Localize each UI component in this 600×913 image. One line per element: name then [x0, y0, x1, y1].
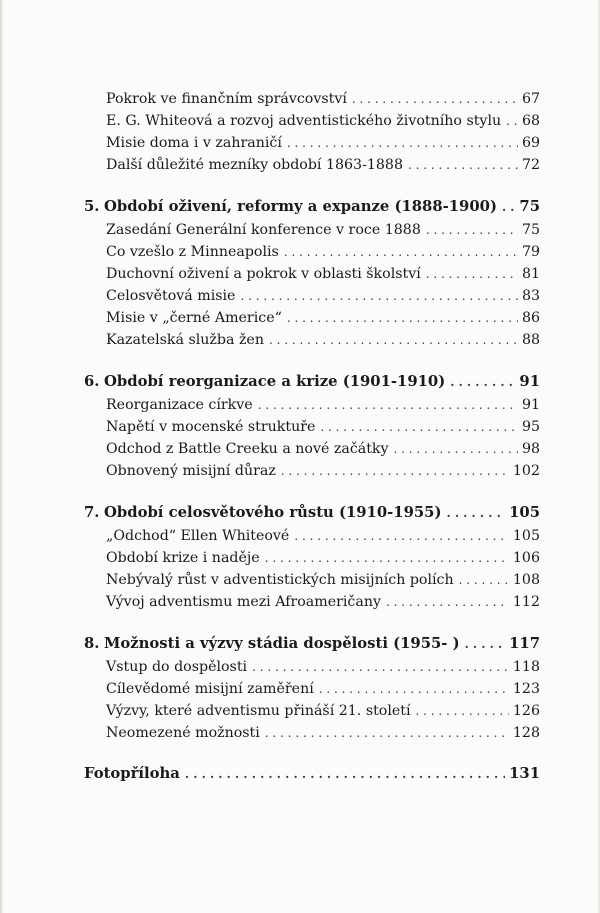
dot-leader: [294, 525, 509, 547]
toc-entry-title: Vývoj adventismu mezi Afroameričany: [106, 594, 381, 610]
toc-entry-page: 105: [512, 528, 540, 544]
chapter-page: 75: [519, 198, 540, 215]
toc-entry-title: Reorganizace církve: [106, 397, 253, 413]
toc-entry-title: Cílevědomé misijní zaměření: [106, 681, 314, 697]
chapter-heading-8: [84, 632, 540, 656]
toc-entry-page: 83: [521, 288, 540, 304]
toc-entry-page: 72: [521, 157, 540, 173]
chapter-heading-5: [84, 195, 540, 219]
chapter-number: 7.: [84, 504, 100, 521]
toc-entry-page: 68: [521, 113, 540, 129]
toc-entry: [84, 132, 540, 154]
dot-leader: [240, 285, 517, 307]
toc-entry-title: Výzvy, které adventismu přináší 21. století: [106, 703, 411, 719]
toc-entry-page: 126: [512, 703, 540, 719]
dot-leader: [506, 110, 518, 132]
toc-entry-title: E. G. Whiteová a rozvoj adventistického životního stylu: [106, 113, 502, 129]
toc-entry-page: 86: [521, 310, 540, 326]
dot-leader: [265, 547, 509, 569]
dot-leader: [252, 656, 509, 678]
toc-entry-page: 88: [521, 332, 540, 348]
chapter-heading-7: [84, 501, 540, 525]
toc-entry: [84, 154, 540, 176]
dot-leader: [426, 219, 518, 241]
chapter-number: 6.: [84, 373, 100, 390]
toc-entry-page: 118: [512, 659, 540, 675]
toc-entry-title: Další důležité mezníky období 1863-1888: [106, 157, 403, 173]
chapter-title: [84, 195, 497, 219]
toc-entry-title: Duchovní oživení a pokrok v oblasti školství: [106, 266, 421, 282]
toc-entry: [84, 460, 540, 482]
chapter-title-text: Možnosti a výzvy stádia dospělosti (1955- ): [104, 635, 460, 652]
toc-entry-page: 106: [512, 550, 540, 566]
toc-entry: [84, 678, 540, 700]
toc-entry-title: Misie doma i v zahraničí: [106, 135, 282, 151]
dot-leader: [459, 569, 509, 591]
appendix-title: Fotopříloha: [84, 765, 180, 782]
toc-entry-page: 112: [512, 594, 540, 610]
dot-leader: [446, 501, 505, 525]
toc-entry-title: „Odchod“ Ellen Whiteové: [106, 528, 290, 544]
toc-entry-title: Obnovený misijní důraz: [106, 463, 276, 479]
chapter-number: 5.: [84, 198, 100, 215]
dot-leader: [319, 678, 509, 700]
toc-entry: [84, 88, 540, 110]
chapter-page: 117: [509, 635, 540, 652]
toc-entry-title: Vstup do dospělosti: [106, 659, 248, 675]
toc-entry-title: Napětí v mocenské struktuře: [106, 419, 316, 435]
toc-entry-title: Zasedání Generální konference v roce 1888: [106, 222, 421, 238]
toc-entry: [84, 656, 540, 678]
dot-leader: [416, 700, 509, 722]
toc-entry-page: 81: [521, 266, 540, 282]
toc-entry-title: Neomezené možnosti: [106, 725, 260, 741]
dot-leader: [426, 263, 518, 285]
toc-entry: [84, 394, 540, 416]
chapter-title-text: Období reorganizace a krize (1901-1910): [104, 373, 446, 390]
toc-entry-page: 75: [521, 222, 540, 238]
dot-leader: [265, 722, 509, 744]
toc-entry: [84, 329, 540, 351]
dot-leader: [386, 591, 509, 613]
chapter-heading-6: [84, 370, 540, 394]
toc-entry: [84, 416, 540, 438]
toc-entry-page: 69: [521, 135, 540, 151]
toc-entry-title: Kazatelská služba žen: [106, 332, 264, 348]
toc-entry: [84, 110, 540, 132]
toc-entry-title: Misie v „černé Americe“: [106, 310, 282, 326]
toc-entry: [84, 307, 540, 329]
toc-entry-title: Nebývalý růst v adventistických misijních polích: [106, 572, 454, 588]
appendix-heading: [84, 763, 540, 785]
dot-leader: [269, 329, 518, 351]
appendix-page: 131: [509, 765, 540, 782]
toc-entry: [84, 591, 540, 613]
dot-leader: [258, 394, 518, 416]
toc-entry-title: Pokrok ve finančním správcovství: [106, 91, 347, 107]
dot-leader: [352, 88, 518, 110]
toc-entry: [84, 263, 540, 285]
toc-entry-page: 98: [521, 441, 540, 457]
toc-entry-page: 79: [521, 244, 540, 260]
toc-entry-title: Období krize i naděje: [106, 550, 260, 566]
toc-entry-page: 95: [521, 419, 540, 435]
chapter-title: [84, 370, 445, 394]
toc-entry-page: 102: [512, 463, 540, 479]
dot-leader: [394, 438, 518, 460]
dot-leader: [284, 241, 518, 263]
chapter-title-text: Období celosvětového růstu (1910-1955): [104, 504, 442, 521]
dot-leader: [320, 416, 518, 438]
toc-entry: [84, 219, 540, 241]
table-of-contents: [84, 88, 540, 785]
toc-entry: [84, 569, 540, 591]
toc-entry: [84, 722, 540, 744]
dot-leader: [185, 763, 505, 785]
toc-entry-title: Co vzešlo z Minneapolis: [106, 244, 279, 260]
toc-entry-title: Odchod z Battle Creeku a nové začátky: [106, 441, 389, 457]
toc-entry: [84, 285, 540, 307]
dot-leader: [408, 154, 518, 176]
dot-leader: [281, 460, 509, 482]
toc-entry: [84, 438, 540, 460]
chapter-title-text: Období oživení, reformy a expanze (1888-1900): [104, 198, 497, 215]
page-edge-left: [0, 0, 4, 913]
toc-entry-page: 67: [521, 91, 540, 107]
toc-entry-title: Celosvětová misie: [106, 288, 236, 304]
toc-entry-page: 91: [521, 397, 540, 413]
chapter-number: 8.: [84, 635, 100, 652]
toc-entry: [84, 547, 540, 569]
dot-leader: [450, 370, 515, 394]
toc-entry-page: 108: [512, 572, 540, 588]
toc-entry: [84, 700, 540, 722]
toc-entry: [84, 241, 540, 263]
toc-entry-page: 123: [512, 681, 540, 697]
chapter-page: 91: [519, 373, 540, 390]
dot-leader: [502, 195, 515, 219]
dot-leader: [465, 632, 506, 656]
toc-entry-page: 128: [512, 725, 540, 741]
dot-leader: [287, 132, 518, 154]
dot-leader: [287, 307, 518, 329]
chapter-title: [84, 501, 441, 525]
chapter-title: [84, 632, 460, 656]
chapter-page: 105: [509, 504, 540, 521]
toc-entry: [84, 525, 540, 547]
